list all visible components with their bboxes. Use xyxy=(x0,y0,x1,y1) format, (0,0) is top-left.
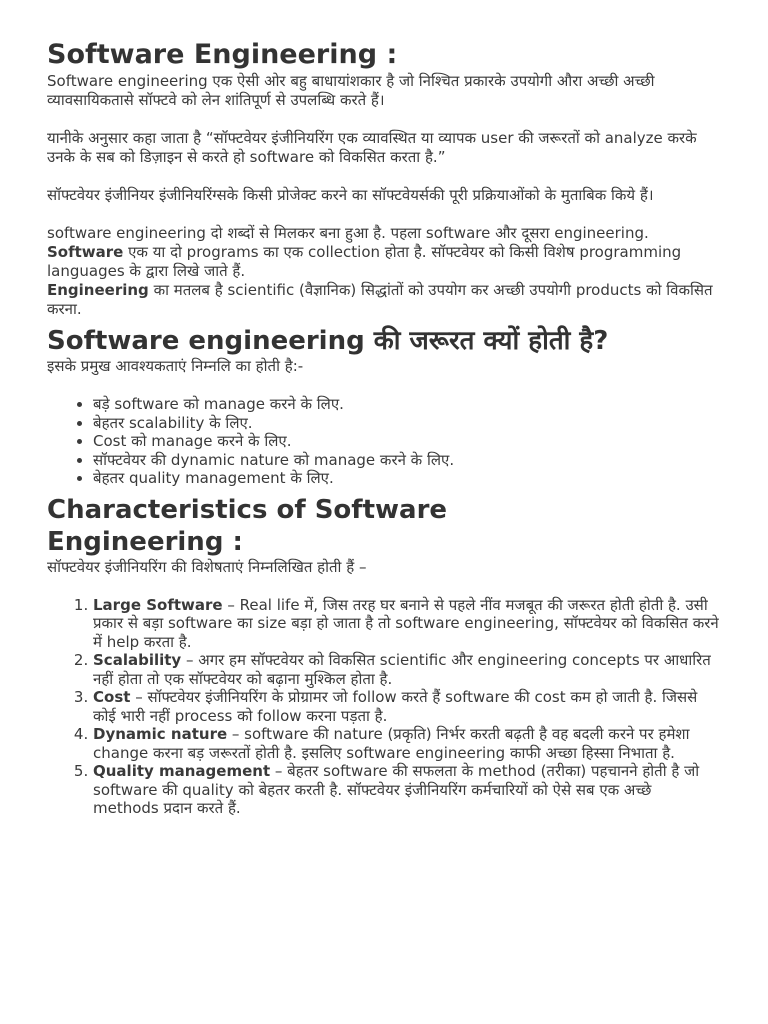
intro-paragraph: Software engineering एक ऐसी ओर बहु बाधायांशकार है जो निश्चित प्रकारके उपयोगी औरा अच्छी अच्छी व्यावसायिकतासे सॉफ्टवे को लेन शांतिपूर्ण से उपलब्धि करते हैं। xyxy=(47,72,655,109)
software-text: एक या दो programs का एक collection होता है. सॉफ्टवेयर को किसी विशेष programming languages के द्वारा लिखे जाते हैं. xyxy=(47,243,682,280)
item-text: – Real life में, जिस तरह घर बनाने से पहले नींव मजबूत की जरूरत होती होती है. उसी प्रकार से बड़ा software का size बड़ा हो जाता है तो software engineering, सॉफ्टवेयर को विकसित करने में help करता है. xyxy=(93,595,719,651)
engineering-label: Engineering xyxy=(47,281,149,299)
list-item: • बेहतर quality management के लिए. xyxy=(93,469,721,488)
list-item xyxy=(93,762,721,818)
list-item xyxy=(93,688,721,725)
need-list xyxy=(47,395,721,488)
item-text: – सॉफ्टवेयर इंजीनियरिंग के प्रोग्रामर जो follow करते हैं software की cost कम हो जाती है. जिससे कोई भारी नहीं process को follow करना पड़ता है. xyxy=(93,688,698,725)
need-heading: Software engineering की जरूरत क्यों होती है? xyxy=(47,326,609,356)
software-label: Software xyxy=(47,243,124,261)
list-item: • बेहतर scalability के लिए. xyxy=(93,414,721,433)
process-paragraph: सॉफ्टवेयर इंजीनियर इंजीनियरिंग्सके किसी प्रोजेक्ट करने का सॉफ्टवेयर्सकी पूरी प्रक्रियाओंको के मुताबिक किये हैं। xyxy=(47,186,654,204)
item-label: Large Software xyxy=(93,595,223,614)
list-item: • बड़े software को manage करने के लिए. xyxy=(93,395,721,414)
page-title: Software Engineering : xyxy=(47,39,398,70)
engineering-text: का मतलब है scientific (वैज्ञानिक) सिद्धांतों को उपयोग कर अच्छी उपयोगी products को विकसित करना. xyxy=(47,281,713,318)
item-label: Quality management xyxy=(93,762,271,780)
characteristics-list xyxy=(47,596,721,818)
list-item xyxy=(93,725,721,762)
list-item: • Cost को manage करने के लिए. xyxy=(93,432,721,451)
item-text: – बेहतर software की सफलता के method (तरीका) पहचानने होती है जो software की quality को बेहतर करती है. सॉफ्टवेयर इंजीनियरिंग कर्मचारियों को ऐसे सब एक अच्छे methods प्रदान करते हैं. xyxy=(93,762,700,817)
list-item: • सॉफ्टवेयर की dynamic nature को manage करने के लिए. xyxy=(93,451,721,470)
characteristics-intro: सॉफ्टवेयर इंजीनियरिंग की विशेषताएं निम्नलिखित होती हैं – xyxy=(47,557,367,576)
list-item xyxy=(93,651,721,688)
engineering-definition xyxy=(47,281,721,319)
characteristics-heading-line2: Engineering : xyxy=(47,526,243,557)
item-text: – अगर हम सॉफ्टवेयर को विकसित scientific और engineering concepts पर आधारित नहीं होता तो एक सॉफ्टवेयर को बढ़ाना मुश्किल होता है. xyxy=(93,651,711,688)
list-item xyxy=(93,596,721,652)
item-label: Dynamic nature xyxy=(93,725,228,743)
characteristics-heading-line1: Characteristics of Software xyxy=(47,494,448,525)
item-text: – software की nature (प्रकृति) निर्भर करती बढ़ती है वह बदली करने पर हमेशा change करना बड़ जरूरतों होती है. इसलिए software engineering काफी अच्छा हिस्सा निभाता है. xyxy=(93,725,690,762)
two-words-paragraph: software engineering दो शब्दों से मिलकर बना हुआ है. पहला software और दूसरा engineering. xyxy=(47,224,649,242)
item-label: Scalability xyxy=(93,651,182,669)
item-label: Cost xyxy=(93,688,131,706)
characteristics-heading xyxy=(47,494,721,558)
definition-paragraph: यानीके अनुसार कहा जाता है “सॉफ्टवेयर इंजीनियरिंग एक व्यावस्थित या व्यापक user की जरूरतों को analyze करके उनके के सब को डिज़ाइन से करते हो software को विकसित करता है.” xyxy=(47,129,697,166)
need-intro: इसके प्रमुख आवश्यकताएं निम्नलि का होती है:- xyxy=(47,357,304,375)
software-definition xyxy=(47,243,721,281)
